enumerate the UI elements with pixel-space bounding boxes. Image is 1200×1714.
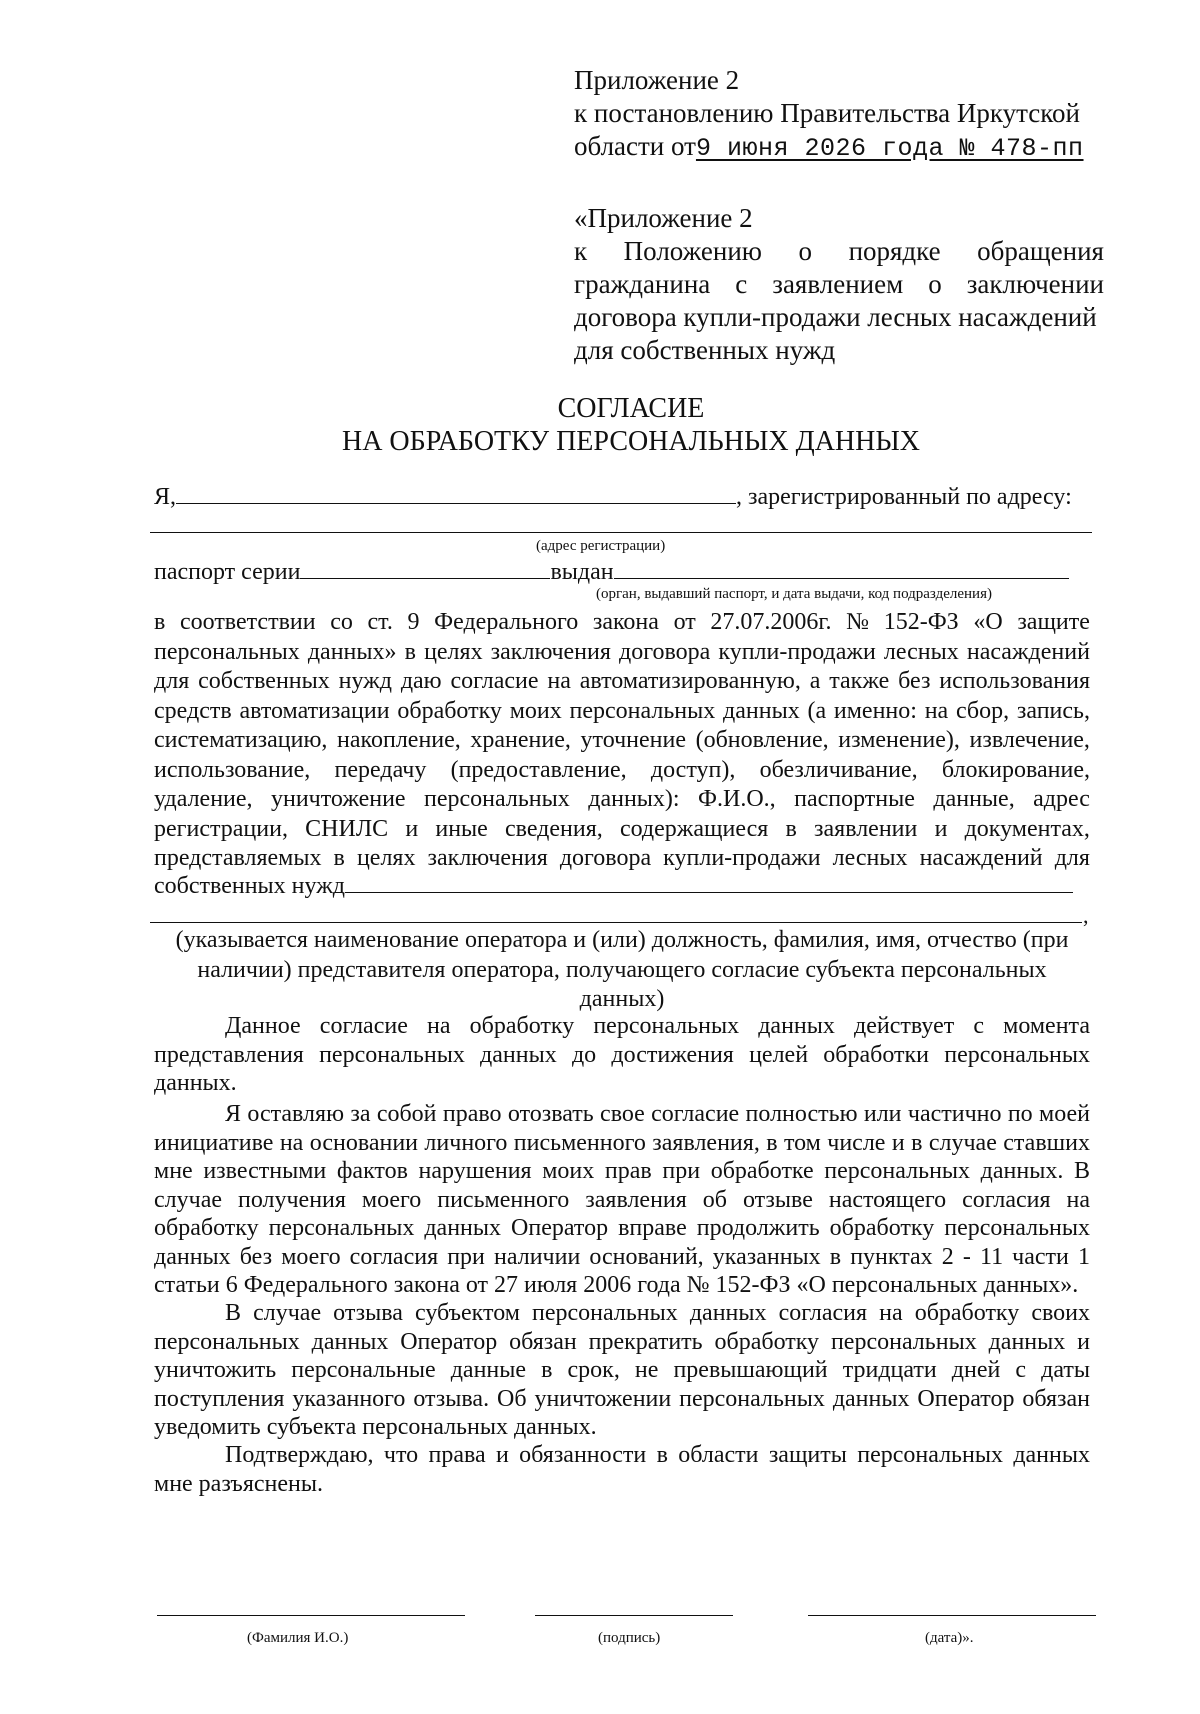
- issued-caption: (орган, выдавший паспорт, и дата выдачи, код подразделения): [596, 586, 992, 602]
- word: адрес: [1033, 786, 1090, 812]
- date-caption: (дата)».: [925, 1630, 974, 1646]
- word: в: [404, 638, 416, 665]
- word: доступ),: [650, 756, 736, 783]
- word: целях: [424, 638, 483, 665]
- consent-line: [154, 785, 1090, 815]
- name-signature-line[interactable]: [157, 1615, 465, 1616]
- word: накопление,: [337, 727, 461, 753]
- consent-line: [154, 726, 1090, 756]
- word: данных»: [307, 638, 397, 665]
- resolution-date-prefix: области от: [574, 131, 696, 161]
- operator-comma: ,: [1083, 903, 1089, 928]
- paragraph-destruction: В случае отзыва субъектом персональных данных согласия на обработку своих персональных данных Оператор обязан прекратить обработку персональных данных и уничтожить персональные данные в срок, не превышающий тридцати дней с даты поступления указанного отзыва. Об уничтожении персональных данных Оператор обязан уведомить субъекта персональных данных.: [154, 1300, 1090, 1440]
- word: заключения: [490, 638, 611, 665]
- word: систематизацию,: [154, 727, 328, 753]
- word: лесных: [832, 845, 908, 871]
- word: на: [924, 697, 949, 724]
- document-title: [0, 392, 1200, 458]
- paragraph-withdrawal: Я оставляю за собой право отозвать свое согласие полностью или частично по моей инициативе на основании личного письменного заявления, в том числе и в случае ставших мне известными фактов нарушения моих прав при обработке персональных данных. В случае получения моего письменного заявления об отзыве настоящего согласия на обработку персональных данных Оператор вправе продолжить обработку персональных данных без моего согласия при наличии оснований, указанных в пунктах 2 - 11 части 1 статьи 6 Федерального закона от 27 июля 2006 года № 152-ФЗ «О персональных данных».: [154, 1101, 1090, 1298]
- word: №: [846, 609, 870, 635]
- word: порядке: [848, 236, 941, 266]
- consent-text: [154, 608, 1090, 874]
- passport-row: [154, 558, 1090, 586]
- resolution-date-typed: 9 июня 2026 года № 478-пп: [695, 134, 1084, 163]
- regulation-line-2: [574, 235, 1104, 268]
- word: запись,: [1016, 697, 1090, 724]
- word: уничтожение: [270, 786, 406, 812]
- word: насаждений: [966, 638, 1090, 665]
- consent-line-text: [154, 638, 1090, 668]
- word: договора: [619, 638, 711, 665]
- word: изменение),: [838, 727, 960, 753]
- address-caption: (адрес регистрации): [536, 538, 666, 554]
- issued-label: выдан: [550, 559, 614, 585]
- word: о: [798, 236, 813, 266]
- consent-line: [154, 756, 1090, 786]
- word: «О: [973, 609, 1003, 635]
- word: нужд: [338, 668, 392, 694]
- operator-field-continued[interactable]: [150, 922, 1082, 923]
- title-line-1: СОГЛАСИЕ: [557, 393, 705, 424]
- word: иные: [435, 815, 488, 842]
- regulation-line-3: [574, 268, 1104, 301]
- regulation-line-5: для собственных нужд: [574, 335, 836, 365]
- word: персональных: [569, 697, 716, 724]
- word: (а: [807, 697, 827, 724]
- word: именно:: [833, 697, 917, 724]
- word: обезличивание,: [759, 756, 918, 783]
- word: извлечение,: [969, 727, 1090, 753]
- word: сведения,: [505, 815, 603, 842]
- word: моих: [509, 697, 562, 724]
- word: и: [934, 815, 948, 842]
- word: данных: [723, 697, 800, 724]
- word: сбор,: [955, 697, 1010, 724]
- word: согласие: [450, 668, 539, 694]
- word: регистрации,: [154, 815, 288, 842]
- word: автоматизированную,: [579, 668, 801, 694]
- consent-line-text: [154, 815, 1090, 845]
- consent-line: [154, 844, 1090, 874]
- word: без: [898, 668, 931, 694]
- word: персональных: [154, 638, 300, 665]
- appendix-header: [574, 64, 1104, 165]
- word: 9: [407, 609, 420, 635]
- word: ст.: [367, 609, 393, 635]
- appendix-number: Приложение 2: [574, 65, 740, 95]
- word: (обновление,: [695, 727, 829, 753]
- word: персональных: [424, 786, 570, 812]
- operator-caption: [154, 926, 1090, 1015]
- consent-line-text: [154, 785, 1090, 815]
- full-name-field[interactable]: [176, 483, 736, 504]
- paragraph-validity: Данное согласие на обработку персональных данных действует с момента представления персональных данных до достижения целей обработки персональных данных.: [154, 1013, 1090, 1096]
- consent-line: [154, 638, 1090, 668]
- consent-line-text: [154, 844, 1090, 874]
- word: заявлением: [772, 269, 904, 299]
- issued-by-field[interactable]: [614, 558, 1069, 579]
- word: представляемых: [154, 845, 322, 871]
- word: Положению: [623, 236, 762, 266]
- operator-caption-line: наличии) представителя оператора, получающего согласие субъекта персональных: [197, 956, 1047, 983]
- word: для: [154, 668, 190, 694]
- signature-line[interactable]: [535, 1615, 733, 1616]
- operator-caption-line: (указывается наименование оператора и (или) должность, фамилия, имя, отчество (при: [175, 927, 1069, 953]
- regulation-appendix-number: «Приложение 2: [574, 203, 753, 233]
- word: автоматизации: [239, 697, 390, 724]
- word: уточнение: [580, 727, 686, 753]
- word: заключения: [427, 845, 548, 871]
- consent-line: [154, 608, 1090, 638]
- word: использования: [939, 668, 1090, 694]
- word: и: [405, 815, 419, 842]
- word: Ф.И.О.,: [698, 786, 776, 812]
- registered-suffix: , зарегистрированный по адресу:: [736, 484, 1072, 510]
- word: заявлении: [814, 815, 918, 842]
- word: Федерального: [434, 609, 579, 635]
- word: обращения: [977, 236, 1104, 266]
- word: в: [333, 845, 345, 871]
- consent-line-text: [154, 756, 1090, 786]
- word: для: [1054, 845, 1090, 871]
- word: даю: [400, 668, 442, 694]
- word: хранение,: [470, 727, 571, 753]
- word: от: [673, 609, 696, 635]
- consent-line-text: [154, 667, 1090, 697]
- word: насаждений: [919, 845, 1043, 871]
- name-row: [154, 483, 1090, 511]
- signature-caption: (подпись): [598, 1630, 661, 1646]
- word: купли-продажи: [663, 845, 821, 871]
- operator-caption-line: данных): [579, 986, 665, 1012]
- word: лесных: [883, 638, 959, 665]
- operator-field[interactable]: [345, 872, 1073, 893]
- consent-line: [154, 697, 1090, 727]
- word: 152-ФЗ: [883, 609, 959, 635]
- word: о: [928, 269, 942, 299]
- word: данных):: [588, 786, 680, 812]
- word: договора: [559, 845, 652, 871]
- word: СНИЛС: [305, 815, 389, 842]
- consent-line-text: [154, 608, 1090, 638]
- word: также: [829, 668, 890, 694]
- word: на: [547, 668, 571, 694]
- word: а: [809, 668, 821, 694]
- word: паспортные: [794, 786, 915, 812]
- word: купли-продажи: [718, 638, 876, 665]
- word: содержащиеся: [619, 815, 769, 842]
- word: 27.07.2006г.: [710, 609, 832, 635]
- word: данные,: [933, 786, 1015, 812]
- date-signature-line[interactable]: [808, 1615, 1096, 1616]
- consent-line-text: [154, 697, 1090, 727]
- name-caption: (Фамилия И.О.): [247, 1630, 349, 1646]
- i-prefix: Я,: [154, 484, 177, 510]
- word: к: [574, 236, 588, 266]
- word: средств: [154, 697, 232, 724]
- word: документах,: [964, 815, 1090, 842]
- address-field[interactable]: [150, 532, 1092, 533]
- word: в: [785, 815, 797, 842]
- consent-line: [154, 815, 1090, 845]
- word: со: [330, 609, 353, 635]
- word: гражданина: [574, 269, 711, 299]
- resolution-reference: к постановлению Правительства Иркутской: [574, 98, 1080, 128]
- word: (предоставление,: [450, 756, 627, 783]
- word: соответствии: [179, 609, 316, 635]
- word: защите: [1017, 609, 1090, 635]
- word: заключении: [966, 269, 1104, 299]
- word: удаление,: [154, 786, 253, 812]
- word: использование,: [154, 756, 311, 783]
- word: закона: [592, 609, 659, 635]
- resolution-date-line: [574, 130, 1104, 165]
- regulation-header: [574, 202, 1104, 367]
- word: с: [735, 269, 748, 299]
- passport-label: паспорт серии: [154, 559, 301, 585]
- operator-row: [154, 872, 1090, 900]
- title-line-2: НА ОБРАБОТКУ ПЕРСОНАЛЬНЫХ ДАННЫХ: [341, 426, 920, 457]
- word: блокирование,: [941, 756, 1090, 783]
- passport-series-field[interactable]: [300, 558, 550, 579]
- word: передачу: [334, 756, 427, 783]
- regulation-line-4: договора купли-продажи лесных насаждений: [574, 302, 1097, 332]
- word: в: [154, 609, 166, 635]
- consent-last-text: собственных нужд: [154, 873, 345, 899]
- consent-line-text: [154, 726, 1090, 756]
- consent-line: [154, 667, 1090, 697]
- word: собственных: [198, 668, 330, 694]
- word: обработку: [397, 697, 502, 724]
- word: целях: [356, 845, 416, 871]
- paragraph-confirmation: Подтверждаю, что права и обязанности в области защиты персональных данных мне разъяснены.: [154, 1442, 1090, 1497]
